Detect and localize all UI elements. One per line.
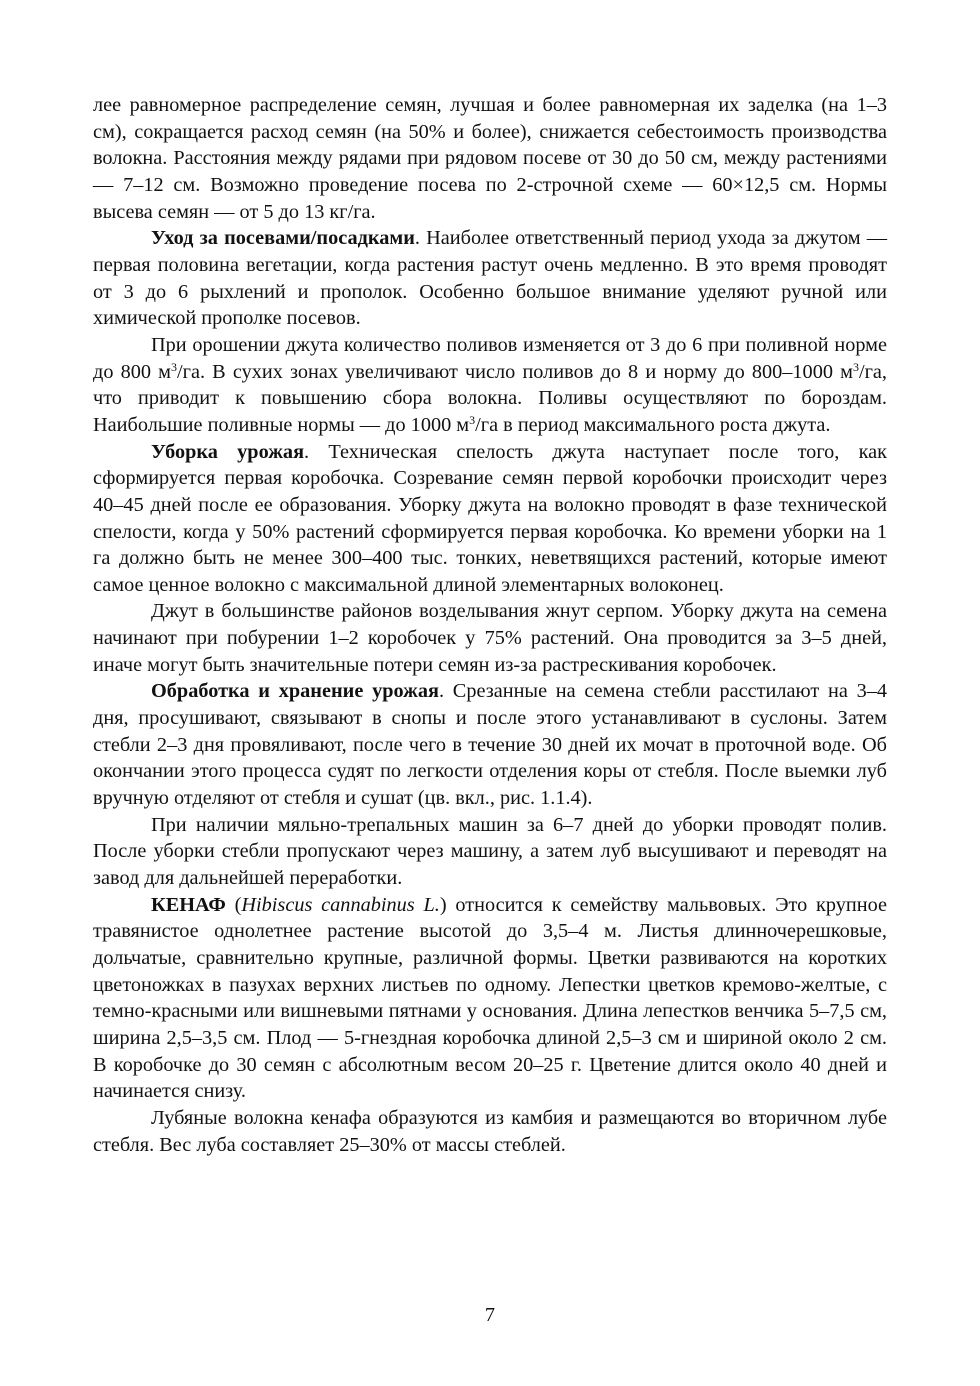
irrigation-text-1: При орошении джута количество поливов изменяется от 3 до 6 при поливной норме до 800 м [93, 333, 887, 383]
irrigation-text-3: /га, что приводит к повышению сбора волокна. Поливы осуществляют по бороздам. Наибольшие поливные нормы — до 1000 м [93, 360, 887, 436]
page-number: 7 [484, 1304, 496, 1326]
paragraph-kenaf-text: ) относится к семейству мальвовых. Это крупное травянистое однолетнее растение высотой до 3,5–4 м. Листья длинночерешковые, дольчатые, сравнительно крупные, различной формы. Цветки развиваются на коротких цветоножках в пазухах верхних листьев по одному. Лепестки цветков кремово-желтые, с темно-красными или вишневыми пятнами у основания. Длина лепестков венчика 5–7,5 см, ширина 2,5–3,5 см. Плод — 5-гнездная коробочка длиной 2,5–3 см и шириной около 2 см. В коробочке до 30 семян с абсолютным весом 20–25 г. Цветение длится около 40 дней и начинается снизу. [93, 893, 887, 1103]
paragraph-sowing-end: лее равномерное распределение семян, лучшая и более равномерная их заделка (на 1–3 см), сокращается расход семян (на 50% и более), снижается себестоимость производства волокна. Расстояния между рядами при рядовом посеве от 30 до 50 см, между растениями — 7–12 см. Возможно проведение посева по 2-строчной схеме — 60×12,5 см. Нормы высева семян — от 5 до 13 кг/га. [93, 94, 887, 223]
kenaf-latin-name: Hibiscus cannabinus L. [241, 893, 440, 916]
paragraph-harvest-seeds: Джут в большинстве районов возделывания жнут серпом. Уборку джута на семена начинают при побурении 1–2 коробочек у 75% растений. Она проводится за 3–5 дней, иначе могут быть значительные потери семян из-за растрескивания коробочек. [93, 600, 887, 676]
paragraph-crop-care-text: . Наиболее ответственный период ухода за джутом — первая половина вегетации, когда растения растут очень медленно. В это время проводят от 3 до 6 рыхлений и прополок. Особенно большое внимание уделяют ручной или химической прополке посевов. [93, 227, 888, 330]
superscript-cubic: 3 [852, 359, 859, 374]
heading-kenaf: КЕНАФ [151, 893, 226, 916]
paragraph-harvest [93, 439, 887, 599]
irrigation-text-2: /га. В сухих зонах увеличивают число поливов до 8 и норму до 800–1000 м [177, 360, 853, 383]
paragraph-harvest-text: . Техническая спелость джута наступает после того, как сформируется первая коробочка. Созревание семян первой коробочки происходит через 40–45 дней после ее образования. Уборку джута на волокно проводят в фазе технической спелости, когда у 50% растений сформируется первая коробочка. Ко времени уборки на 1 га должно быть не менее 300–400 тыс. тонких, неветвящихся растений, которые имеют самое ценное волокно с максимальной длиной элементарных волоконец. [93, 440, 887, 596]
heading-processing: Обработка и хранение урожая [151, 680, 439, 703]
paragraph-processing [93, 678, 887, 811]
irrigation-text-4: /га в период максимального роста джута. [475, 413, 831, 436]
heading-harvest: Уборка урожая [151, 440, 305, 463]
superscript-cubic: 3 [469, 412, 476, 427]
superscript-cubic: 3 [171, 359, 177, 374]
paragraph-irrigation [93, 332, 887, 439]
paragraph-crop-care [93, 225, 887, 332]
kenaf-paren-open: ( [225, 893, 242, 916]
paragraph-processing-text: . Срезанные на семена стебли расстилают на 3–4 дня, просушивают, связывают в снопы и после этого устанавливают в суслоны. Затем стебли 2–3 дня провяливают, после чего в течение 30 дней их мочат в проточной воде. Об окончании этого процесса судят по легкости отделения коры от стебля. После выемки луб вручную отделяют от стебля и сушат (цв. вкл., рис. 1.1.4). [93, 680, 887, 810]
paragraph-kenaf [93, 892, 887, 1105]
heading-crop-care: Уход за посевами/посадками [151, 227, 415, 250]
paragraph-kenaf-fibers: Лубяные волокна кенафа образуются из камбия и размещаются во вторичном лубе стебля. Вес луба составляет 25–30% от массы стеблей. [93, 1106, 887, 1156]
page-body [93, 92, 887, 1158]
paragraph-machines: При наличии мяльно-трепальных машин за 6–7 дней до уборки проводят полив. После уборки стебли пропускают через машину, а затем луб высушивают и переводят на завод для дальнейшей переработки. [93, 813, 887, 890]
